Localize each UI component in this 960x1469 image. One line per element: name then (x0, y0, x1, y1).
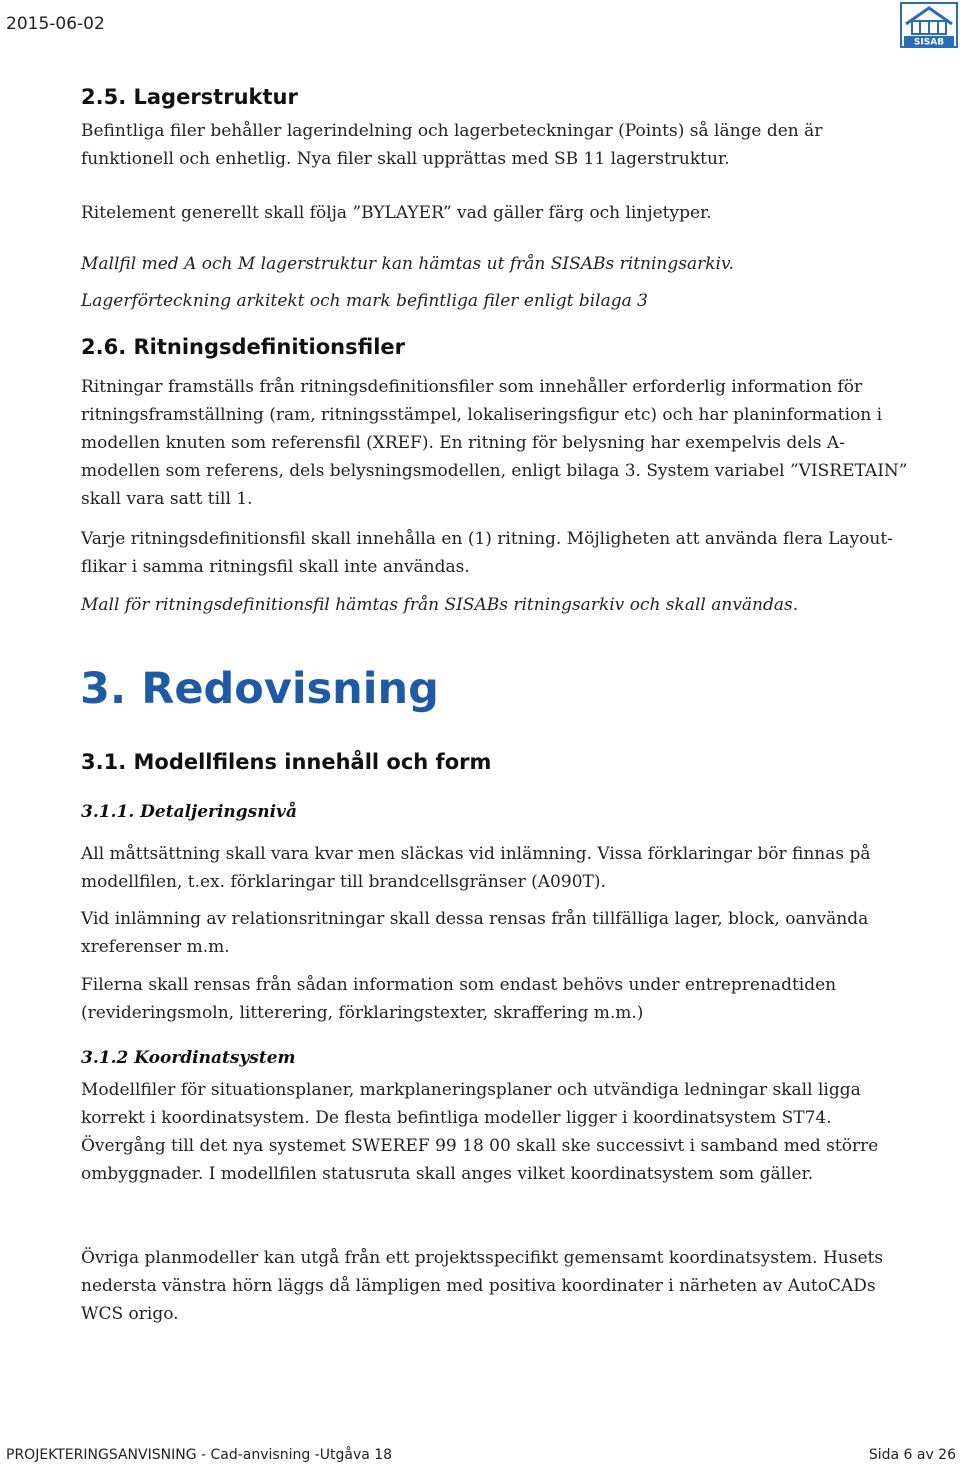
footer-page-number: Sida 6 av 26 (868, 1447, 956, 1463)
paragraph: Mall för ritningsdefinitionsfil hämtas från SISABs ritningsarkiv och skall användas. (81, 595, 799, 615)
paragraph: Mallfil med A och M lagerstruktur kan hämtas ut från SISABs ritningsarkiv. (81, 254, 734, 274)
paragraph: Filerna skall rensas från sådan information som endast behövs under entreprenadtiden (revideringsmoln, litterering, förklaringstexter, skraffering m.m.) (81, 975, 837, 1023)
subsection-heading-3-1-1: 3.1.1. Detaljeringsnivå (81, 802, 297, 822)
paragraph: Lagerförteckning arkitekt och mark befintliga filer enligt bilaga 3 (81, 291, 648, 311)
paragraph: Varje ritningsdefinitionsfil skall innehålla en (1) ritning. Möjligheten att använda flera Layout-flikar i samma ritningsfil skall inte användas. (81, 529, 893, 577)
paragraph: All måttsättning skall vara kvar men släckas vid inlämning. Vissa förklaringar bör finnas på modellfilen, t.ex. förklaringar till brandcellsgränser (A090T). (81, 844, 871, 892)
sisab-logo (900, 2, 958, 48)
paragraph: Ritningar framställs från ritningsdefinitionsfiler som innehåller erforderlig information för ritningsframställning (ram, ritningsstämpel, lokaliseringsfigur etc) och har planinformation i modellen knuten som referensfil (XREF). En ritning för belysning har exempelvis dels A-modellen som referens, dels belysningsmodellen, enligt bilaga 3. System variabel ”VISRETAIN” skall vara satt till 1. (81, 377, 908, 509)
section-heading-3-1: 3.1. Modellfilens innehåll och form (81, 750, 492, 774)
svg-text:SISAB: SISAB (913, 37, 945, 48)
paragraph: Modellfiler för situationsplaner, markplaneringsplaner och utvändiga ledningar skall ligga korrekt i koordinatsystem. De flesta befintliga modeller ligger i koordinatsystem ST74. Övergång till det nya systemet SWEREF 99 18 00 skall ske successivt i samband med större ombyggnader. I modellfilen statusruta skall anges vilket koordinatsystem som gäller. (81, 1080, 879, 1184)
footer-document-title: PROJEKTERINGSANVISNING - Cad-anvisning -Utgåva 18 (6, 1447, 393, 1463)
section-heading-2-5: 2.5. Lagerstruktur (81, 85, 298, 109)
paragraph: Befintliga filer behåller lagerindelning och lagerbeteckningar (Points) så länge den är funktionell och enhetlig. Nya filer skall upprättas med SB 11 lagerstruktur. (81, 121, 823, 169)
paragraph: Övriga planmodeller kan utgå från ett projektsspecifikt gemensamt koordinatsystem. Husets nedersta vänstra hörn läggs då lämpligen med positiva koordinater i närheten av AutoCADs WCS origo. (81, 1248, 884, 1324)
paragraph: Vid inlämning av relationsritningar skall dessa rensas från tillfälliga lager, block, oanvända xreferenser m.m. (81, 909, 869, 957)
header-date: 2015-06-02 (6, 14, 105, 34)
paragraph: Ritelement generellt skall följa ”BYLAYER” vad gäller färg och linjetyper. (81, 203, 712, 223)
chapter-heading-3: 3. Redovisning (80, 664, 439, 714)
subsection-heading-3-1-2: 3.1.2 Koordinatsystem (81, 1048, 296, 1068)
section-heading-2-6: 2.6. Ritningsdefinitionsfiler (81, 335, 405, 359)
